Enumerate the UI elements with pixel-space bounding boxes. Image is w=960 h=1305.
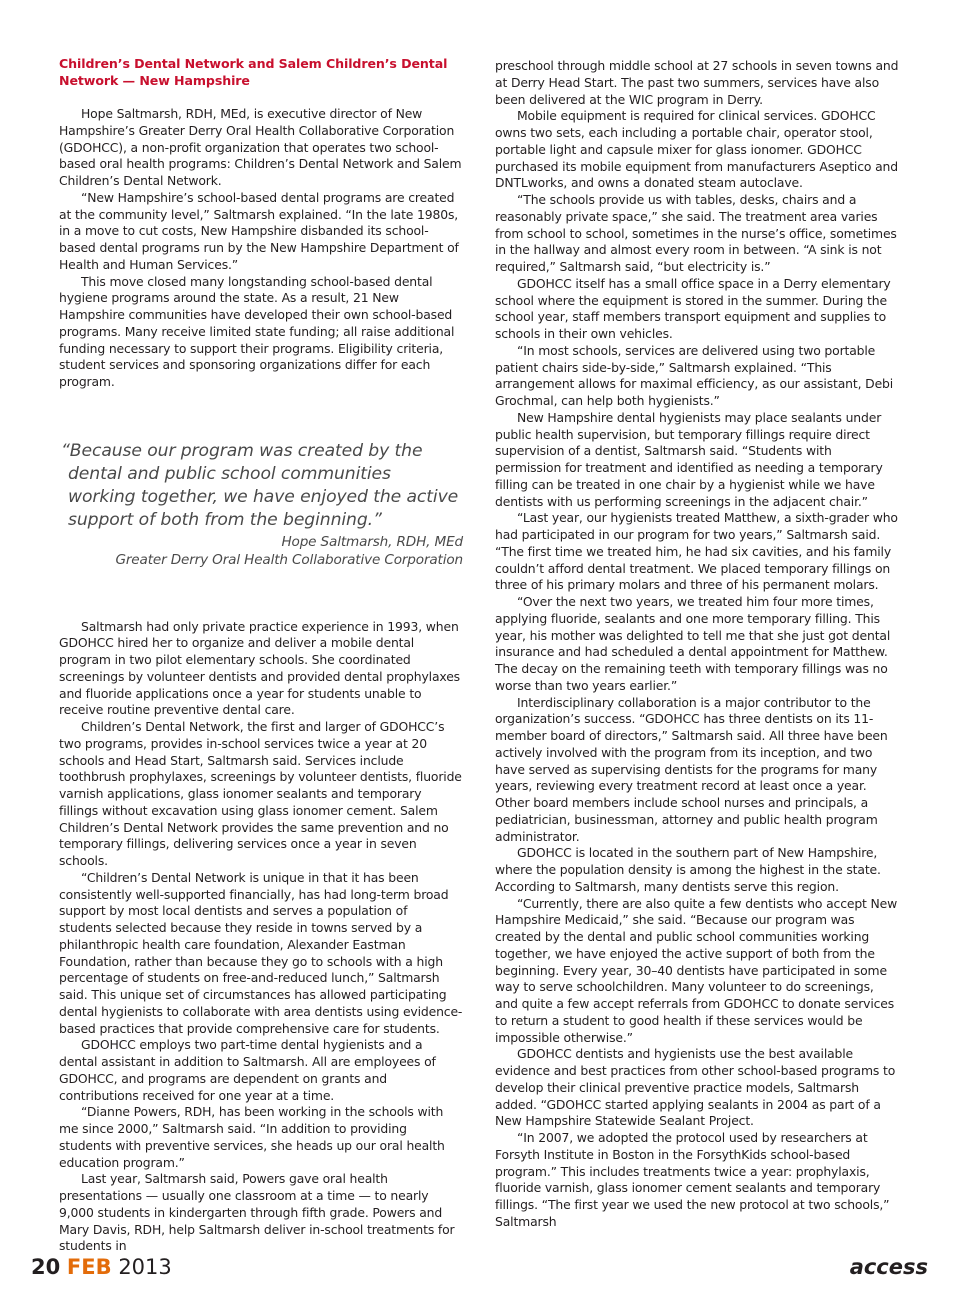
paragraph: GDOHCC is located in the southern part of New Hampshire, where the population density is among the highest in the state. According to Saltmarsh, many dentists serve this region. <box>495 845 881 894</box>
paragraph: “In most schools, services are delivered using two portable patient chairs side-by-side,” Saltmarsh explained. “This arrangement allows for maximal efficiency, as our assistant, Debi Grochmal, can help both hygienists.” <box>495 342 894 408</box>
article-title: Children’s Dental Network and Salem Children’s Dental Network — New Hampshire <box>59 56 448 88</box>
left-column <box>59 56 463 1255</box>
page-footer-folio <box>31 1254 172 1280</box>
paragraph: “The schools provide us with tables, desks, chairs and a reasonably private space,” she said. The treatment area varies from school to school, sometimes in the nurse’s office, sometimes in the hallway and almost every room in between. “A sink is not required,” Saltmarsh said, “but electricity is.” <box>495 192 897 274</box>
paragraph: Saltmarsh had only private practice experience in 1993, when GDOHCC hired her to organize and deliver a mobile dental program in two pilot elementary schools. She coordinated screenings by volunteer dentists and provided dental prophylaxes and fluoride applications once a year for students unable to receive routine preventive dental care. <box>59 618 460 718</box>
paragraph: GDOHCC dentists and hygienists use the best available evidence and best practices from other school-based programs to develop their clinical preventive practice models, Saltmarsh added. “GDOHCC started applying sealants in 2004 as part of a New Hampshire Statewide Sealant Project. <box>495 1046 896 1129</box>
pull-quote <box>59 440 463 570</box>
paragraph: Interdisciplinary collaboration is a major contributor to the organization’s success. “GDOHCC has three dentists on its 11-member board of directors,” Saltmarsh said. All three have been actively involved with the program from its inception, and two have served as supervising dentists for the programs for many years, reviewing every treatment record at least once a year. Other board members include school nurses and principals, a pediatrician, businessman, attorney and public health program administrator. <box>495 694 888 844</box>
paragraph: “Children’s Dental Network is unique in that it has been consistently well-supported financially, has had long-term broad support by most local dentists and serves a population of students selected because they reside in towns served by a philanthropic health care foundation, Alexander Eastman Foundation, rather than because they go to schools with a high percentage of students on free-and-reduced lunch,” Saltmarsh said. This unique set of circumstances has allowed participating dental hygienists to collaborate with area dentists using evidence-based practices that provide comprehensive care for students. <box>59 869 463 1036</box>
page-number: 20 <box>31 1255 61 1279</box>
paragraph: GDOHCC itself has a small office space in a Derry elementary school where the equipment is stored in the summer. During the school year, staff members transport equipment and supplies to schools in their own vehicles. <box>495 275 891 341</box>
pull-quote-author: Hope Saltmarsh, RDH, MEd <box>281 533 463 550</box>
right-column <box>495 58 900 1231</box>
paragraph: “New Hampshire’s school-based dental programs are created at the community level,” Saltmarsh explained. “In the late 1980s, in a move to cut costs, New Hampshire disbanded its school-based dental programs run by the New Hampshire Department of Health and Human Services.” <box>59 189 459 272</box>
paragraph: “Over the next two years, we treated him four more times, applying fluoride, sealants and one more temporary filling. This year, his mother was delighted to tell me that she just got dental insurance and had scheduled a dental appointment for Matthew. The decay on the remaining teeth with temporary fillings was no worse than two years earlier.” <box>495 594 891 693</box>
issue-year: 2013 <box>118 1255 172 1279</box>
pull-quote-text: “Because our program was created by the dental and public school communities working together, we have enjoyed the active support of both from the beginning.” <box>61 440 459 531</box>
paragraph: GDOHCC employs two part-time dental hygienists and a dental assistant in addition to Saltmarsh. All are employees of GDOHCC, and programs are dependent on grants and contributions received for one year at a time. <box>59 1037 436 1103</box>
paragraph: preschool through middle school at 27 schools in seven towns and at Derry Head Start. The past two summers, services have also been delivered at the WIC program in Derry. <box>495 58 899 107</box>
paragraph: “Currently, there are also quite a few dentists who accept New Hampshire Medicaid,” she said. “Because our program was created by the dental and public school communities working together, we have enjoyed the active support of both from the beginning. Every year, 30–40 dentists have participated in some way to serve schoolchildren. Many volunteer to do screenings, and quite a few accept referrals from GDOHCC to donate services to return a student to good health if these services would be impossible otherwise.” <box>495 895 898 1045</box>
paragraph: This move closed many longstanding school-based dental hygiene programs around the state. As a result, 21 New Hampshire communities have developed their own school-based programs. Many receive limited state funding; all raise additional funding necessary to support their programs. Eligibility criteria, student services and sponsoring organizations differ for each program. <box>59 273 455 389</box>
paragraph: Hope Saltmarsh, RDH, MEd, is executive director of New Hampshire’s Greater Derry Oral Health Collaborative Corporation (GDOHCC), a non-profit organization that operates two school-based oral health programs: Children’s Dental Network and Salem Children’s Dental Network. <box>59 106 462 188</box>
paragraph: New Hampshire dental hygienists may place sealants under public health supervision, but temporary fillings require direct supervision of a dentist, Saltmarsh said. “Students with permission for treatment and identified as needing a temporary filling can be treated in one chair by a hygienist while we have dentists with us performing screenings in the adjacent chair.” <box>495 409 883 509</box>
paragraph: Last year, Saltmarsh said, Powers gave oral health presentations — usually one classroom at a time — to nearly 9,000 students in kindergarten through fifth grade. Powers and Mary Davis, RDH, help Saltmarsh deliver in-school treatments for students in <box>59 1171 455 1254</box>
paragraph: Mobile equipment is required for clinical services. GDOHCC owns two sets, each including a portable chair, operator stool, portable light and capsule mixer for glass ionomer. GDOHCC purchased its mobile equipment from manufacturers Aseptico and DNTLworks, and owns a donated steam autoclave. <box>495 108 898 191</box>
paragraph: “In 2007, we adopted the protocol used by researchers at Forsyth Institute in Boston in the ForsythKids school-based program.” This includes treatments twice a year: prophylaxis, fluoride varnish, glass ionomer cement sealants and temporary fillings. “The first year we used the new protocol at two schools,” Saltmarsh <box>495 1130 890 1229</box>
paragraph: “Dianne Powers, RDH, has been working in the schools with me since 2000,” Saltmarsh said. “In addition to providing students with preventive services, she heads up our oral health education program.” <box>59 1104 445 1170</box>
paragraph: “Last year, our hygienists treated Matthew, a sixth-grader who had participated in our program for two years,” Saltmarsh said. “The first time we treated him, he had six cavities, and his family couldn’t afford dental treatment. We placed temporary fillings on three of his primary molars and three of his permanent molars. <box>495 510 898 593</box>
pull-quote-organization: Greater Derry Oral Health Collaborative Corporation <box>115 552 463 569</box>
magazine-name: access <box>849 1255 928 1279</box>
issue-month: FEB <box>66 1255 112 1279</box>
paragraph: Children’s Dental Network, the first and larger of GDOHCC’s two programs, provides in-school services twice a year at 20 schools and Head Start, Saltmarsh said. Services include toothbrush prophylaxes, screenings by volunteer dentists, fluoride varnish applications, glass ionomer sealants and temporary fillings without excavation using glass ionomer cement. Salem Children’s Dental Network provides the same prevention and no temporary fillings, delivering services once a year in seven schools. <box>59 719 462 869</box>
